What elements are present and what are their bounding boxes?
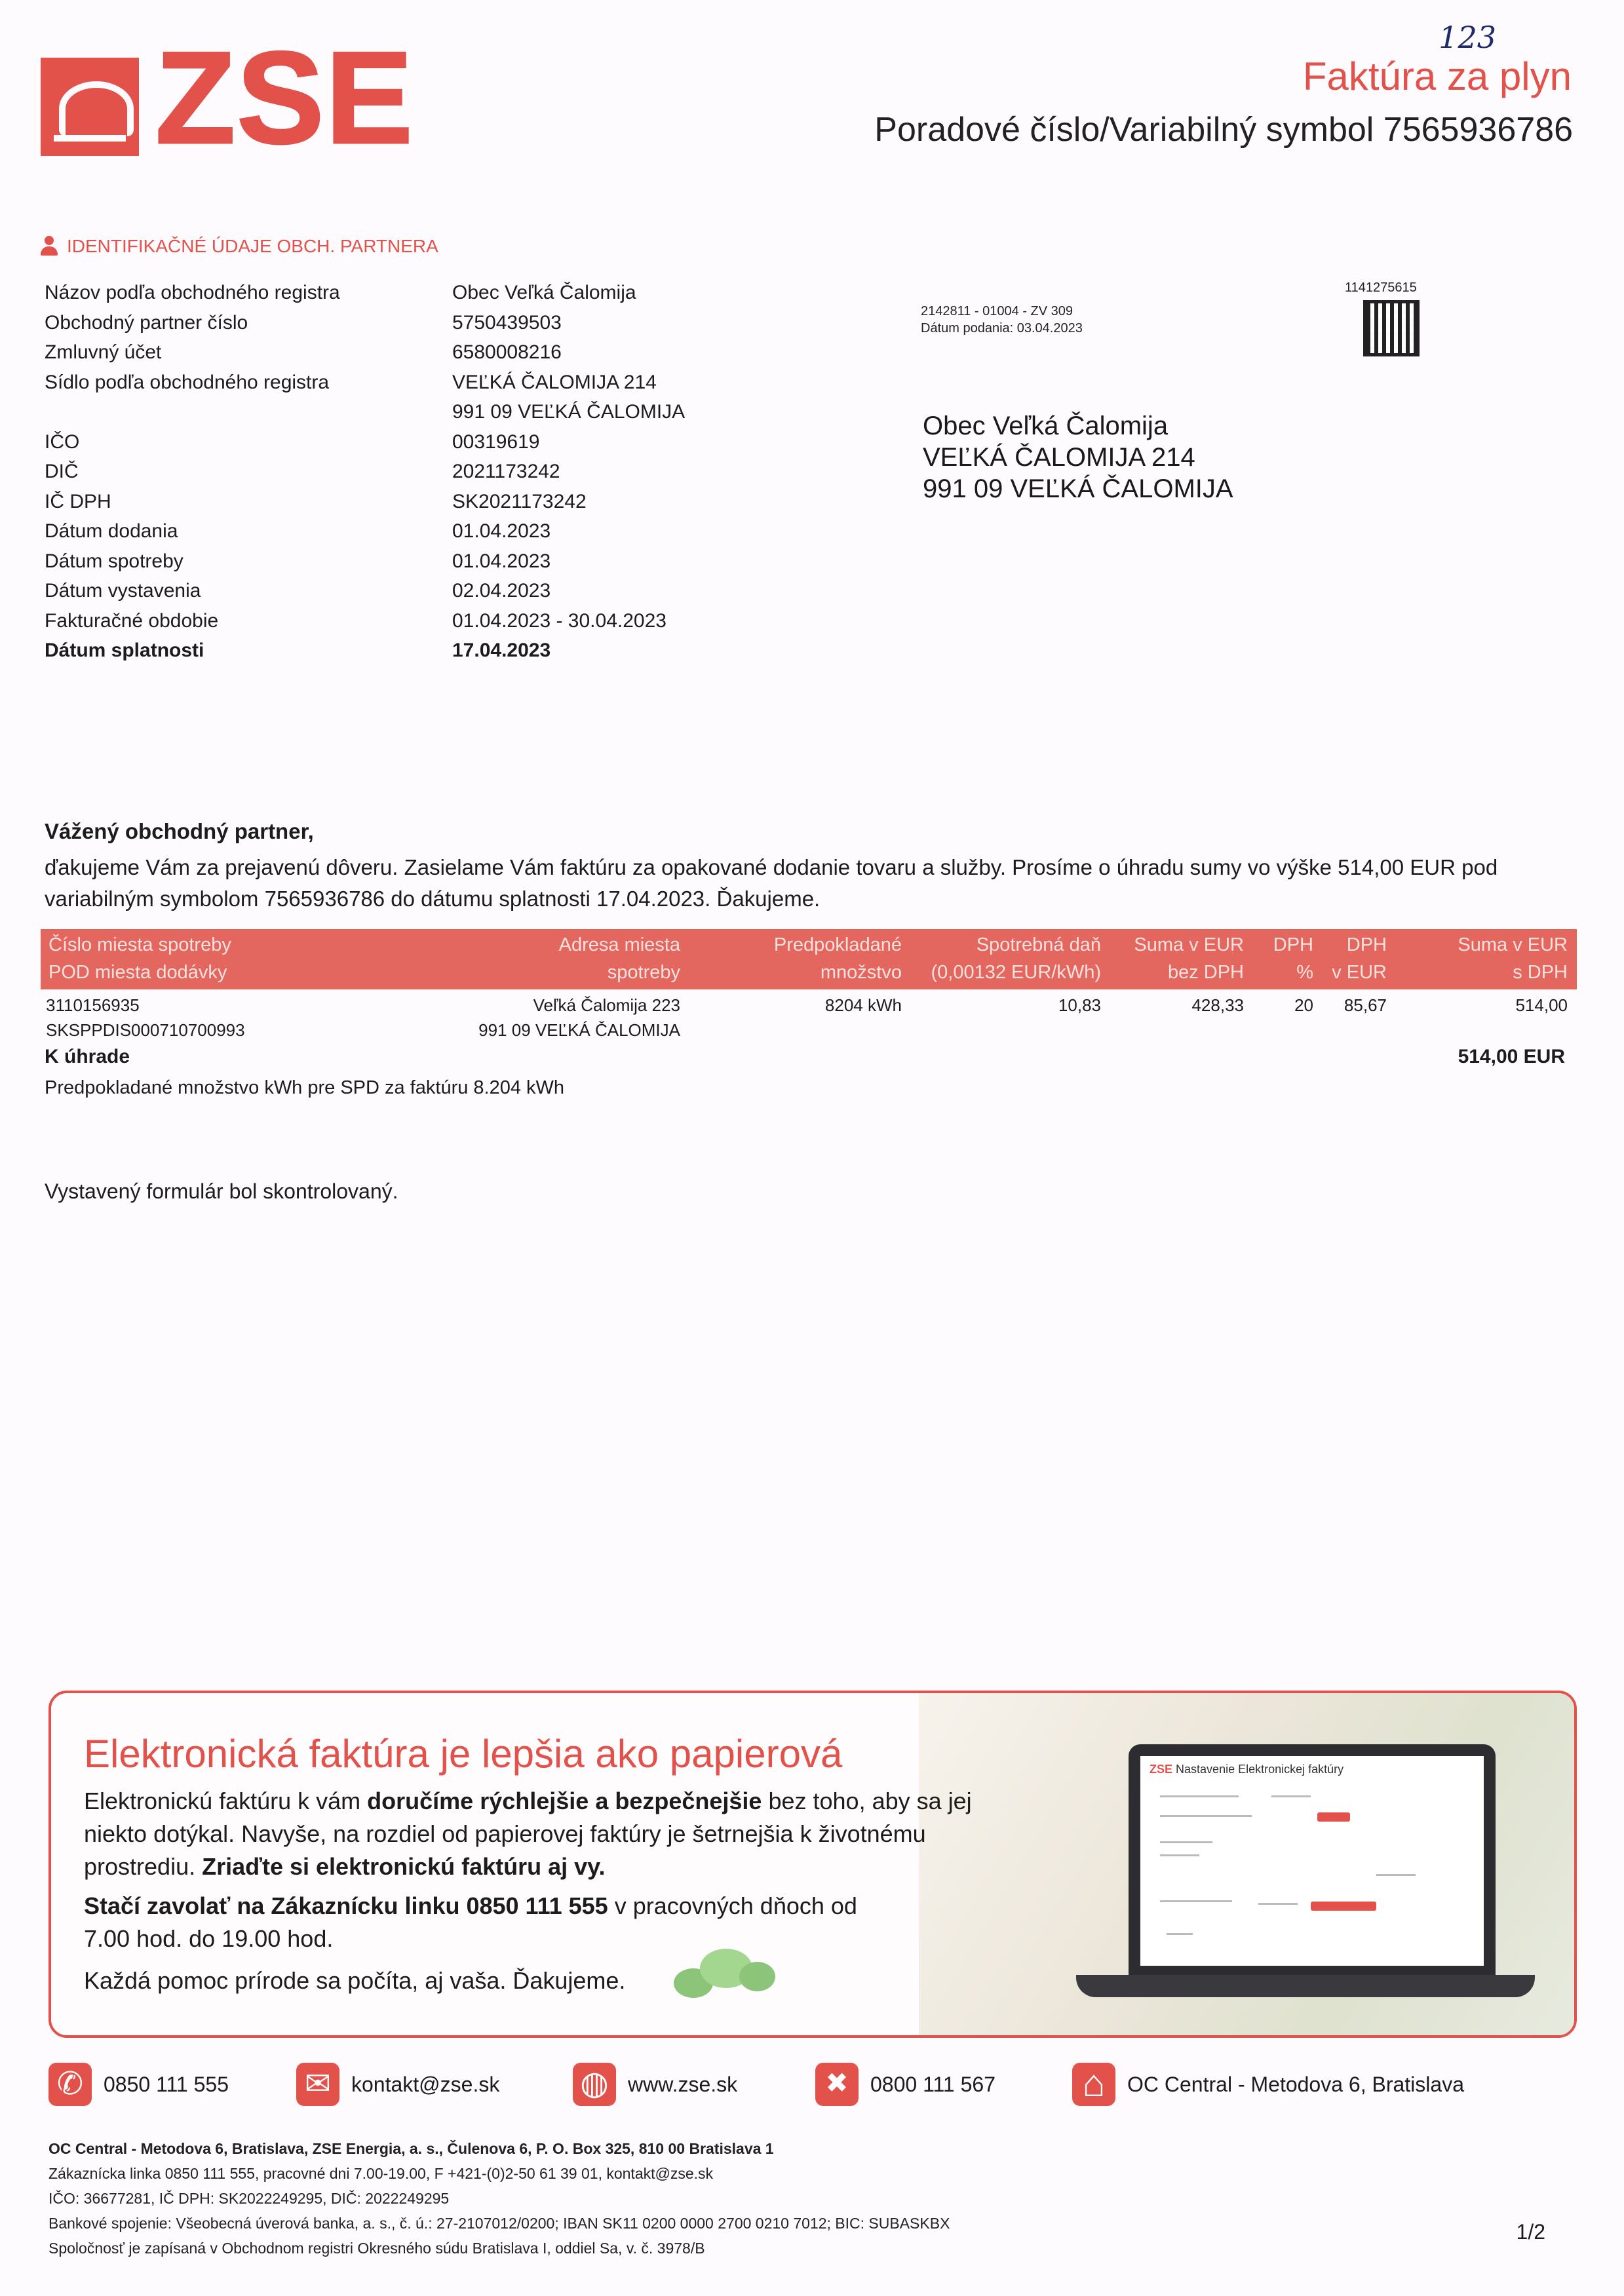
detail-value: VEĽKÁ ČALOMIJA 214 [452, 371, 657, 393]
zse-logo [41, 25, 414, 171]
col-header: Suma v EUR [1458, 934, 1568, 955]
address-line: Obec Veľká Čalomija [923, 411, 1169, 440]
detail-row [45, 576, 687, 606]
laptop-icon [1129, 1744, 1496, 1980]
phone-icon [48, 2063, 92, 2106]
trees-icon [667, 1949, 779, 2008]
detail-label: Dátum spotreby [45, 550, 184, 572]
partner-section-title: IDENTIFIKAČNÉ ÚDAJE OBCH. PARTNERA [67, 236, 438, 256]
cell-net: 428,33 [1191, 995, 1244, 1015]
detail-row [45, 546, 687, 577]
letter-body: ďakujeme Vám za prejavenú dôveru. Zasielame Vám faktúru za opakované dodanie tovaru a služby. Prosíme o úhradu sumy vo výške 514,00 EUR pod variabilným symbolom 7565936786 do dátumu splatnosti 17.04.2023. Ďakujeme. [45, 855, 1498, 911]
promo-title: Elektronická faktúra je lepšia ako papierová [84, 1732, 843, 1776]
detail-label: Dátum splatnosti [45, 640, 204, 661]
col-header: Číslo miesta spotreby [48, 934, 231, 955]
laptop-screen [1140, 1756, 1484, 1966]
amount-due-value: 514,00 EUR [1458, 1046, 1565, 1067]
col-header: % [1296, 962, 1313, 983]
footer-line: Spoločnosť je zapísaná v Obchodnom registri Okresného súdu Bratislava I, oddiel Sa, v. č. 3978/B [48, 2240, 705, 2257]
contact-fault-line[interactable]: ✖ 0800 111 567 [815, 2063, 996, 2106]
contact-web[interactable]: ◍ www.zse.sk [573, 2063, 737, 2106]
contact-phone[interactable]: ✆ 0850 111 555 [48, 2063, 229, 2106]
detail-row [45, 397, 687, 427]
detail-label: Názov podľa obchodného registra [45, 282, 340, 303]
col-header: v EUR [1332, 962, 1387, 983]
document-title: Faktúra za plyn [1302, 54, 1572, 98]
detail-value: SK2021173242 [452, 490, 587, 512]
promo-thanks: Každá pomoc prírode sa počíta, aj vaša. Ďakujeme. [84, 1967, 626, 1994]
cell-vat: 85,67 [1344, 995, 1387, 1015]
col-header: POD miesta dodávky [48, 962, 227, 983]
detail-label: IČO [45, 430, 80, 453]
globe-icon [573, 2063, 616, 2106]
postal-code-line: 2142811 - 01004 - ZV 309 [921, 304, 1073, 318]
contact-office: ⌂ OC Central - Metodova 6, Bratislava [1072, 2063, 1464, 2106]
postal-submitted-date: Dátum podania: 03.04.2023 [921, 321, 1083, 335]
partner-details [45, 278, 687, 666]
footer-line: Zákaznícka linka 0850 111 555, pracovné dni 7.00-19.00, F +421-(0)2-50 61 39 01, kontakt@zse.sk [48, 2165, 714, 2182]
detail-label: Obchodný partner číslo [45, 311, 248, 334]
handwritten-note: 123 [1439, 20, 1496, 55]
e-invoice-promo [48, 1691, 1577, 2038]
greeting: Vážený obchodný partner, [45, 819, 314, 843]
address-line: 991 09 VEĽKÁ ČALOMIJA [923, 474, 1233, 503]
cell-vat-percent: 20 [1294, 995, 1313, 1015]
laptop-base [1076, 1975, 1535, 1997]
cell-place-number: 3110156935 [46, 995, 140, 1015]
cell-quantity: 8204 kWh [824, 995, 902, 1015]
amount-due-label: K úhrade [45, 1046, 130, 1067]
promo-call-text: Stačí zavolať na Zákaznícku linku 0850 111 555 v pracovných dňoch od 7.00 hod. do 19.00 hod. [84, 1892, 857, 1952]
promo-text: Elektronickú faktúru k vám doručíme rýchlejšie a bezpečnejšie bez toho, aby sa jej niekto dotýkal. Navyše, na rozdiel od papierovej faktúry je šetrnejšia k životnému prostrediu. Zriaďte si elektronickú faktúru aj vy. [84, 1788, 972, 1880]
invoice-table-header [41, 929, 1577, 989]
home-icon [1072, 2063, 1115, 2106]
detail-row [45, 337, 687, 368]
footer-line: Bankové spojenie: Všeobecná úverová banka, a. s., č. ú.: 27-2107012/0200; IBAN SK11 0200 0000 2700 0210 7012; BIC: SUBASKBX [48, 2215, 950, 2232]
detail-value: 00319619 [452, 430, 540, 453]
checked-note: Vystavený formulár bol skontrolovaný. [45, 1179, 398, 1203]
tools-icon [815, 2063, 859, 2106]
col-header: bez DPH [1167, 962, 1244, 983]
partner-section-heading [41, 236, 438, 257]
zse-logo-mark [41, 58, 139, 156]
col-header: spotreby [607, 962, 680, 983]
detail-label: Fakturačné obdobie [45, 609, 219, 632]
company-footer [48, 2136, 950, 2261]
detail-label: Sídlo podľa obchodného registra [45, 371, 330, 393]
detail-row [45, 487, 687, 517]
contact-bar [48, 2063, 1577, 2109]
cell-address: Veľká Čalomija 223 [533, 995, 680, 1015]
detail-value: 01.04.2023 - 30.04.2023 [452, 609, 667, 632]
detail-label: IČ DPH [45, 490, 111, 512]
detail-value: Obec Veľká Čalomija [452, 282, 636, 303]
cell-pod: SKSPPDIS000710700993 [46, 1020, 245, 1040]
cell-excise: 10,83 [1058, 995, 1101, 1015]
detail-row [45, 278, 687, 308]
detail-value: 5750439503 [452, 311, 562, 334]
detail-value: 02.04.2023 [452, 580, 551, 602]
barcode-number: 1141275615 [1345, 280, 1417, 295]
detail-label: Zmluvný účet [45, 341, 162, 363]
detail-label: DIČ [45, 461, 79, 482]
detail-value: 2021173242 [452, 461, 560, 482]
detail-row [45, 457, 687, 487]
detail-value: 01.04.2023 [452, 550, 551, 572]
detail-row [45, 516, 687, 546]
footer-line: IČO: 36677281, IČ DPH: SK2022249295, DIČ: 2022249295 [48, 2190, 450, 2207]
variable-symbol: Poradové číslo/Variabilný symbol 7565936786 [874, 111, 1573, 149]
detail-value: 01.04.2023 [452, 520, 551, 542]
detail-value: 17.04.2023 [452, 640, 551, 661]
detail-row [45, 308, 687, 338]
page-number: 1/2 [1516, 2220, 1545, 2244]
col-header: Suma v EUR [1134, 934, 1244, 955]
person-icon [41, 236, 58, 257]
col-header: s DPH [1513, 962, 1568, 983]
mail-icon [296, 2063, 339, 2106]
quantity-note: Predpokladané množstvo kWh pre SPD za faktúru 8.204 kWh [45, 1077, 565, 1098]
logo-text: ZSE [155, 25, 414, 171]
laptop-photo [919, 1693, 1574, 2038]
detail-label: Dátum dodania [45, 520, 178, 542]
col-header: množstvo [820, 962, 902, 983]
footer-line: OC Central - Metodova 6, Bratislava, ZSE Energia, a. s., Čulenova 6, P. O. Box 325, 810 00 Bratislava 1 [48, 2140, 774, 2157]
detail-row [45, 606, 687, 636]
contact-email[interactable]: ✉ kontakt@zse.sk [296, 2063, 499, 2106]
detail-label [45, 397, 452, 427]
col-header: DPH [1346, 934, 1387, 955]
recipient-address [923, 410, 1233, 505]
col-header: Adresa miesta [558, 934, 680, 955]
qr-code-icon [1363, 300, 1420, 356]
col-header: Predpokladané [773, 934, 902, 955]
detail-row [45, 427, 687, 457]
detail-row [45, 368, 687, 398]
cell-address: 991 09 VEĽKÁ ČALOMIJA [478, 1020, 680, 1040]
detail-label: Dátum vystavenia [45, 580, 201, 602]
cell-gross: 514,00 [1515, 995, 1568, 1015]
detail-value: 991 09 VEĽKÁ ČALOMIJA [452, 401, 686, 423]
address-line: VEĽKÁ ČALOMIJA 214 [923, 443, 1195, 472]
detail-value: 6580008216 [452, 341, 562, 363]
detail-row-due-date [45, 636, 687, 666]
col-header: DPH [1273, 934, 1313, 955]
postal-meta [921, 303, 1083, 337]
col-header: Spotrebná daň [976, 934, 1101, 955]
col-header: (0,00132 EUR/kWh) [931, 962, 1101, 983]
screen-title: ZSE Nastavenie Elektronickej faktúry [1150, 1763, 1344, 1776]
